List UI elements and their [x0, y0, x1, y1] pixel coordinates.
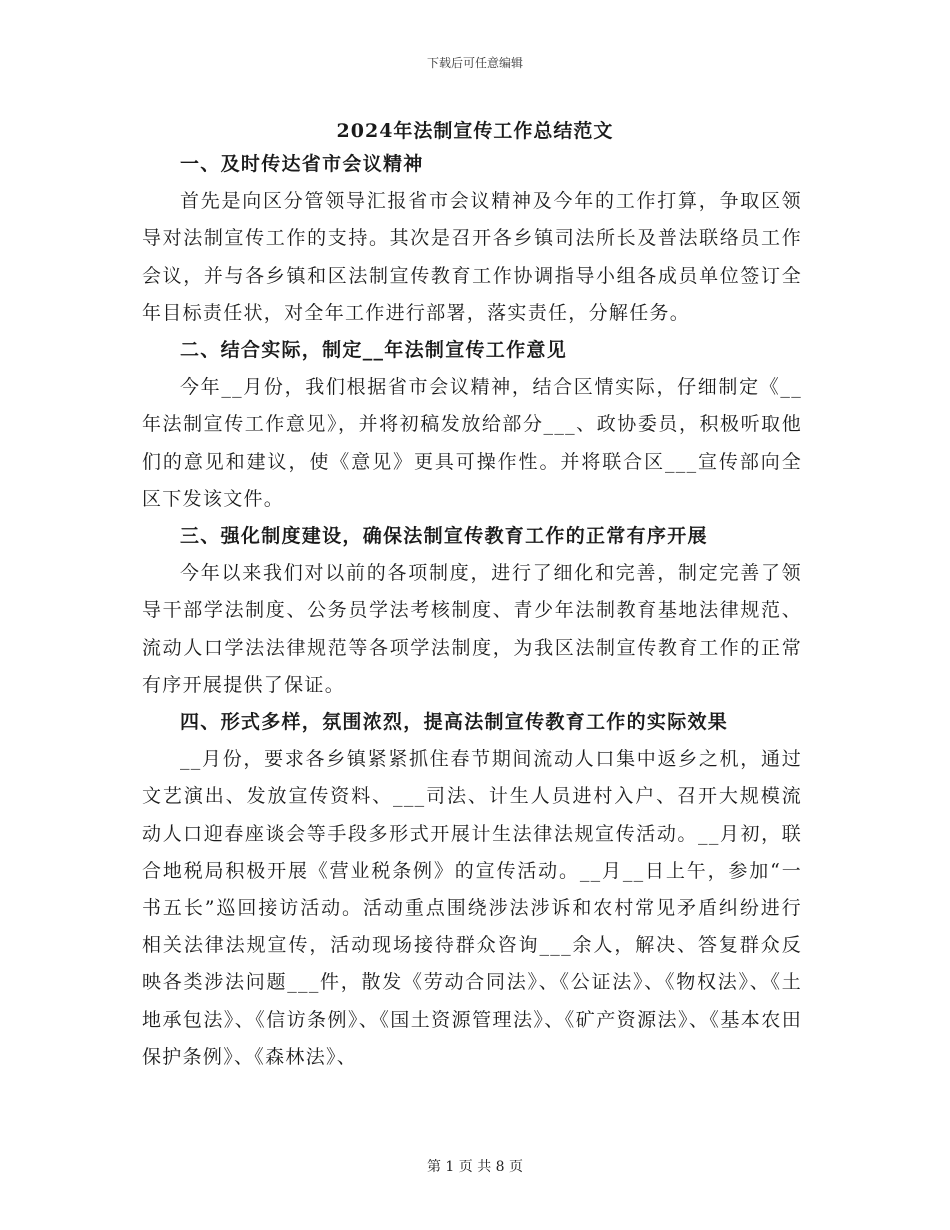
section-1-heading: 一、及时传达省市会议精神: [180, 153, 424, 175]
document-body: [142, 146, 802, 1076]
section-2-paragraph: 今年__月份，我们根据省市会议精神，结合区情实际，仔细制定《__年法制宣传工作意见》，并将初稿发放给部分___、政协委员，积极听取他们的意见和建议，使《意见》更具可操作性。并将联合区___宣传部向全区下发该文件。: [142, 376, 802, 510]
section-1-paragraph: 首先是向区分管领导汇报省市会议精神及今年的工作打算，争取区领导对法制宣传工作的支持。其次是召开各乡镇司法所长及普法联络员工作会议，并与各乡镇和区法制宣传教育工作协调指导小组各成员单位签订全年目标责任状，对全年工作进行部署，落实责任，分解任务。: [142, 190, 802, 324]
page-number: 第 1 页 共 8 页: [426, 1159, 524, 1175]
section-4-heading: 四、形式多样，氛围浓烈，提高法制宣传教育工作的实际效果: [180, 711, 729, 734]
page-header: 下载后可任意编辑: [426, 56, 523, 70]
section-3-paragraph: 今年以来我们对以前的各项制度，进行了细化和完善，制定完善了领导干部学法制度、公务员学法考核制度、青少年法制教育基地法律规范、流动人口学法法律规范等各项学法制度，为我区法制宣传教育工作的正常有序开展提供了保证。: [142, 562, 802, 696]
section-2-heading: 二、结合实际，制定__年法制宣传工作意见: [180, 339, 568, 362]
document-title: 2024年法制宣传工作总结范文: [336, 120, 614, 142]
section-3-heading: 三、强化制度建设，确保法制宣传教育工作的正常有序开展: [180, 525, 708, 548]
section-4-paragraph: __月份，要求各乡镇紧紧抓住春节期间流动人口集中返乡之机，通过文艺演出、发放宣传资料、___司法、计生人员进村入户、召开大规模流动人口迎春座谈会等手段多形式开展计生法律法规宣传活动。__月初，联合地税局积极开展《营业税条例》的宣传活动。__月__日上午，参加“一书五长”巡回接访活动。活动重点围绕涉法涉诉和农村常见矛盾纠纷进行相关法律法规宣传，活动现场接待群众咨询___余人，解决、答复群众反映各类涉法问题___件，散发《劳动合同法》、《公证法》、《物权法》、《土地承包法》、《信访条例》、《国土资源管理法》、《矿产资源法》、《基本农田保护条例》、《森林法》、: [142, 748, 802, 1068]
